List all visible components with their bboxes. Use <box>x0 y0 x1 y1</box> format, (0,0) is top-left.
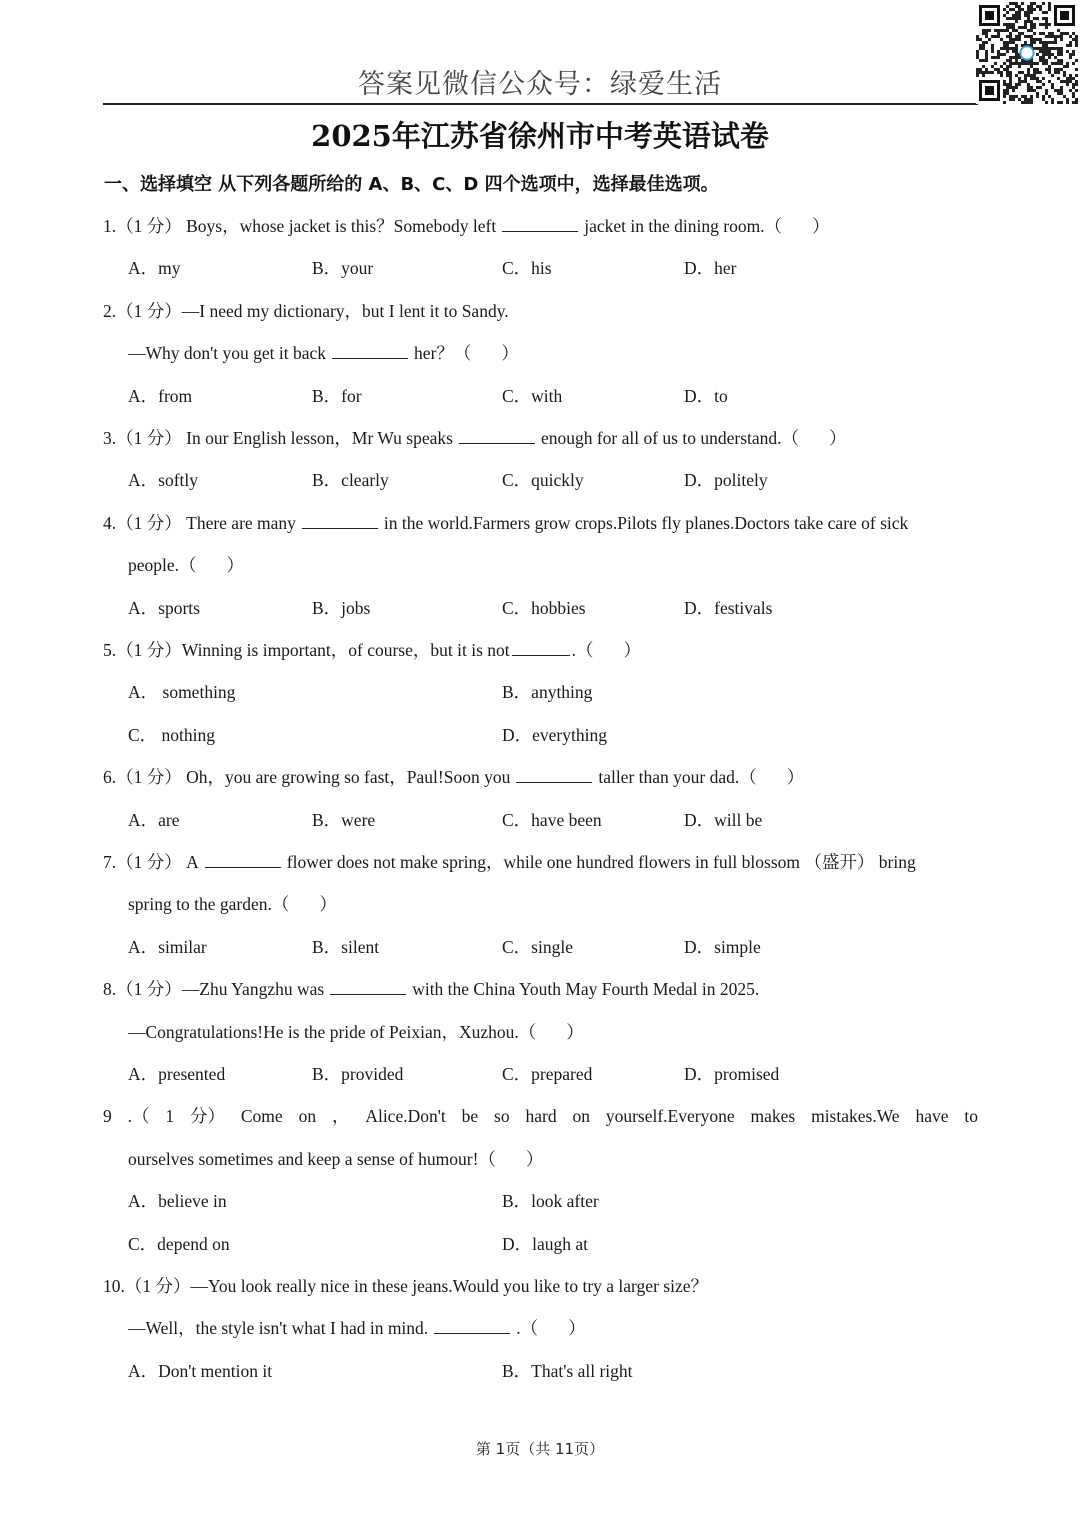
question-line <box>103 977 983 1001</box>
question-text: 1.（1 分） Boys，whose jacket is this？Somebody left <box>103 216 497 236</box>
question-text: .（ <box>516 1318 539 1339</box>
question-text: ） <box>623 640 642 660</box>
question-text: —Well，the style isn't what I had in mind. <box>128 1318 429 1339</box>
option-d[interactable]: D．will be <box>684 809 763 830</box>
question-text: —Congratulations!He is the pride of Peixian，Xuzhou.（ <box>128 1021 537 1042</box>
answer-blank[interactable] <box>302 512 378 529</box>
option-c[interactable]: C．quickly <box>502 470 584 491</box>
option-c[interactable]: C．with <box>502 385 563 406</box>
option-a[interactable]: A．similar <box>128 936 207 957</box>
answer-blank[interactable] <box>332 342 408 359</box>
option-d[interactable]: D．laugh at <box>502 1233 589 1254</box>
option-d[interactable]: D．everything <box>502 724 607 745</box>
question-line <box>103 850 983 874</box>
qr-code-icon <box>976 2 1078 104</box>
question-text: flower does not make spring，while one hundred flowers in full blossom （盛开） bring <box>286 852 916 872</box>
option-c[interactable]: C．his <box>502 258 552 279</box>
question-text: in the world.Farmers grow crops.Pilots fly planes.Doctors take care of sick <box>383 512 909 533</box>
question-text: —Why don't you get it back <box>128 343 327 364</box>
option-a[interactable]: A． something <box>128 682 236 703</box>
answer-blank[interactable] <box>459 427 535 444</box>
question-line <box>128 892 1008 916</box>
option-a[interactable]: A．my <box>128 258 181 279</box>
question-line <box>103 511 983 535</box>
question-text: with the China Youth May Fourth Medal in 2025. <box>412 979 760 1000</box>
option-a[interactable]: A．presented <box>128 1064 226 1084</box>
option-b[interactable]: B．anything <box>502 682 593 703</box>
option-c[interactable]: C．hobbies <box>502 597 586 618</box>
question-text: ourselves sometimes and keep a sense of humour!（ <box>128 1148 496 1169</box>
answer-blank[interactable] <box>434 1317 510 1334</box>
option-b[interactable]: B．provided <box>312 1064 404 1084</box>
answer-blank[interactable] <box>512 639 570 656</box>
question-text: jacket in the dining room.（ <box>584 216 783 236</box>
option-a[interactable]: A．are <box>128 809 180 830</box>
question-text: spring to the garden.（ <box>128 894 290 915</box>
question-text: ） <box>568 1318 586 1339</box>
question-line <box>128 1020 1008 1044</box>
question-text: ） <box>525 1148 544 1169</box>
question-text: ） <box>319 894 337 915</box>
question-text: .（ <box>571 640 594 660</box>
header-rule <box>103 103 978 105</box>
option-b[interactable]: B．look after <box>502 1191 599 1212</box>
option-c[interactable]: C．have been <box>502 809 602 830</box>
question-text: 9 .（ 1 分） Come on ， Alice.Don't be so hard on yourself.Everyone makes mistakes.We have to <box>103 1106 978 1127</box>
question-text: ） <box>501 343 519 364</box>
header-note: 答案见微信公众号：绿爱生活 <box>358 69 722 100</box>
question-text: 4.（1 分） There are many <box>103 512 296 533</box>
option-d[interactable]: D．politely <box>684 470 768 491</box>
question-text: 3.（1 分） In our English lesson，Mr Wu speaks <box>103 428 453 448</box>
option-b[interactable]: B．were <box>312 809 376 830</box>
question-text: 6.（1 分） Oh，you are growing so fast，Paul!Soon you <box>103 767 511 788</box>
question-text: people.（ <box>128 555 197 576</box>
answer-blank[interactable] <box>330 978 406 995</box>
option-d[interactable]: D．festivals <box>684 597 773 618</box>
option-d[interactable]: D．her <box>684 258 737 279</box>
option-b[interactable]: B．That's all right <box>502 1360 633 1381</box>
question-text: 5.（1 分）Winning is important，of course，but it is not <box>103 640 510 660</box>
option-b[interactable]: B．silent <box>312 936 380 957</box>
question-text: 7.（1 分） A <box>103 852 199 872</box>
option-c[interactable]: C．single <box>502 936 573 957</box>
question-text: enough for all of us to understand.（ <box>540 428 800 448</box>
option-c[interactable]: C．depend on <box>128 1233 230 1254</box>
option-c[interactable]: C．prepared <box>502 1064 593 1084</box>
option-b[interactable]: B．jobs <box>312 597 371 618</box>
question-line <box>103 638 983 662</box>
question-text: taller than your dad.（ <box>598 767 757 788</box>
option-a[interactable]: A．believe in <box>128 1191 227 1212</box>
question-line <box>103 299 983 323</box>
section-heading: 一、选择填空 从下列各题所给的 A、B、C、D 四个选项中，选择最佳选项。 <box>104 174 719 195</box>
answer-blank[interactable] <box>502 215 578 232</box>
question-text: ） <box>226 555 245 576</box>
option-a[interactable]: A．from <box>128 385 193 406</box>
page-footer: 第 1页（共 11页） <box>475 1440 605 1458</box>
question-text: ） <box>566 1021 584 1042</box>
option-b[interactable]: B．for <box>312 385 362 406</box>
question-text: 10.（1 分）—You look really nice in these jeans.Would you like to try a larger size？ <box>103 1276 708 1296</box>
question-text: 2.（1 分）—I need my dictionary，but I lent it to Sandy. <box>103 300 509 321</box>
option-a[interactable]: A．softly <box>128 470 198 491</box>
option-d[interactable]: D．promised <box>684 1064 780 1084</box>
question-line <box>128 1316 1008 1340</box>
question-text: 8.（1 分）—Zhu Yangzhu was <box>103 979 325 1000</box>
option-a[interactable]: A．Don't mention it <box>128 1360 273 1381</box>
question-line <box>128 553 1008 577</box>
question-text: ） <box>786 767 805 788</box>
question-line <box>103 765 983 789</box>
question-line <box>103 214 983 238</box>
question-line <box>103 426 983 450</box>
answer-blank[interactable] <box>205 851 281 868</box>
option-b[interactable]: B．clearly <box>312 470 389 491</box>
question-text: ） <box>829 428 847 448</box>
option-a[interactable]: A．sports <box>128 597 200 618</box>
question-line <box>103 1274 983 1298</box>
option-c[interactable]: C． nothing <box>128 724 216 745</box>
option-d[interactable]: D．simple <box>684 936 761 957</box>
question-text: her？（ <box>414 343 472 364</box>
page-title: 2025年江苏省徐州市中考英语试卷 <box>311 119 769 153</box>
question-line <box>128 1147 1008 1171</box>
option-b[interactable]: B．your <box>312 258 374 279</box>
option-d[interactable]: D．to <box>684 385 728 406</box>
question-line <box>103 1104 978 1128</box>
question-text: ） <box>812 216 830 236</box>
answer-blank[interactable] <box>516 766 592 783</box>
question-line <box>128 341 1008 365</box>
